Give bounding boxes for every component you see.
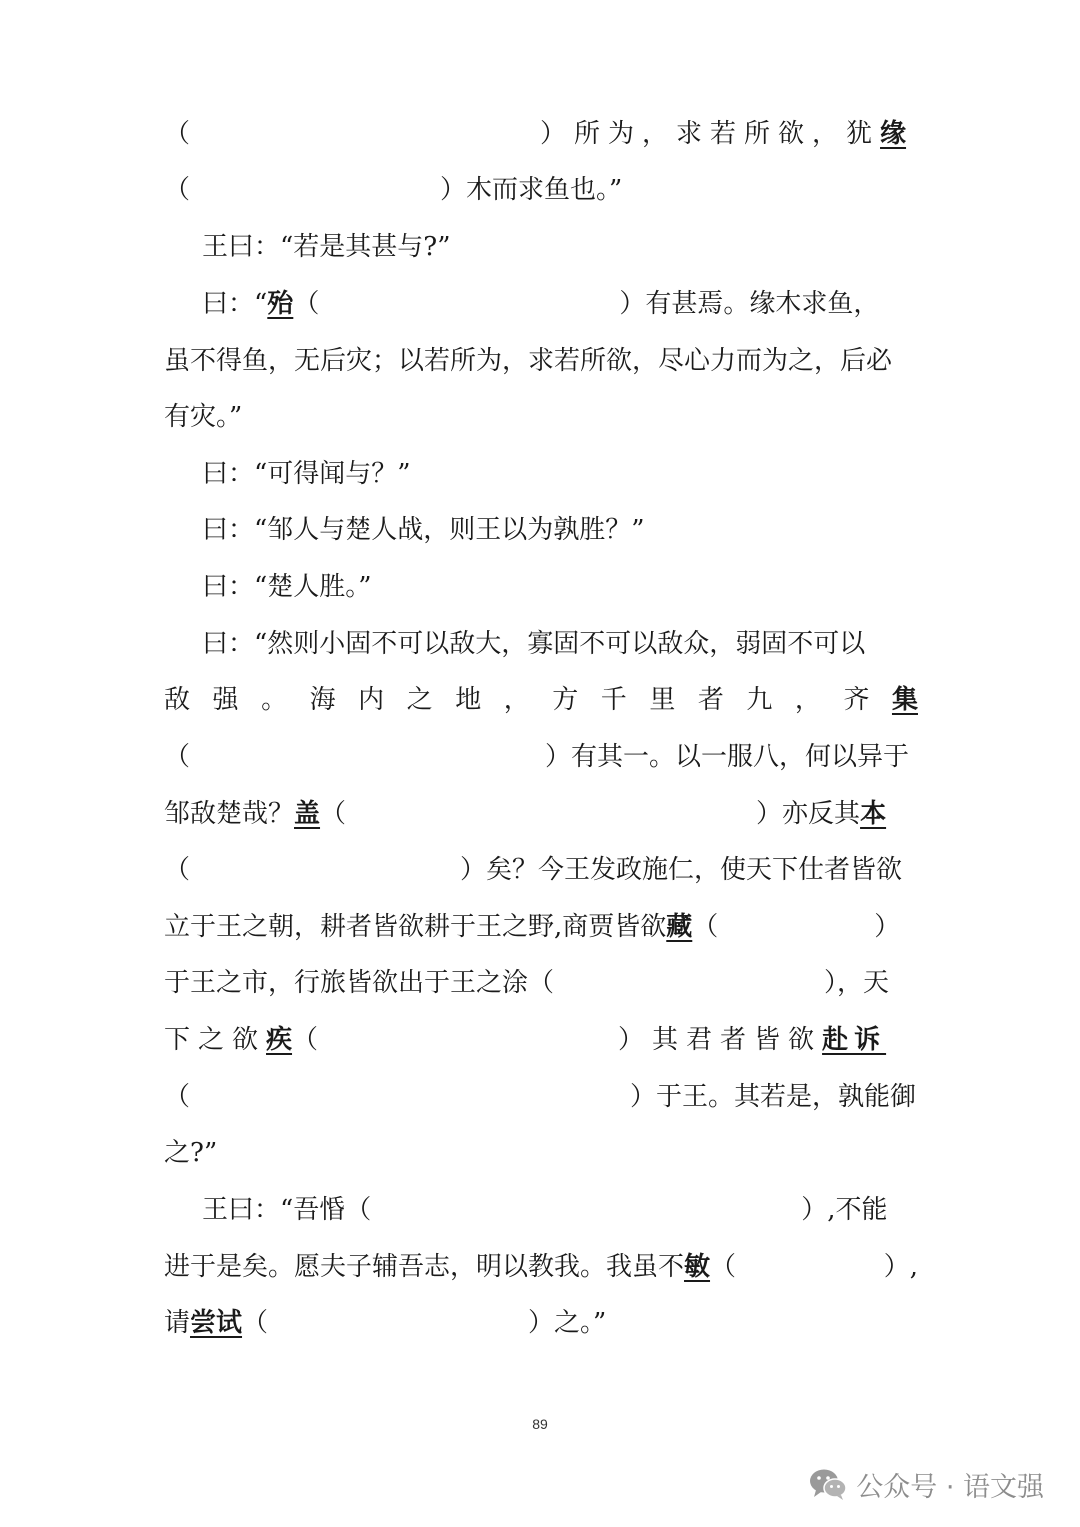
underlined-word: 敏 [684, 1252, 711, 1282]
text-line-14 [164, 850, 918, 890]
word: 齐 [843, 685, 870, 715]
word: 海 [309, 685, 336, 715]
text-run: ）有其一。以一服八，何以异于 [545, 742, 910, 772]
open-paren: （ [320, 799, 347, 829]
text-run: ），天 [824, 968, 890, 998]
text-line-4 [164, 284, 918, 324]
underlined-word: 集 [891, 685, 918, 715]
word: 内 [358, 685, 385, 715]
text-run: 曰：“ [202, 289, 268, 319]
text-run: 曰：“楚人胜。” [202, 572, 372, 602]
open-paren: （ [164, 742, 191, 772]
text-line-16 [164, 963, 918, 1003]
text-run: 立于王之朝，耕者皆欲耕于王之野,商贾皆欲 [164, 912, 667, 942]
text-line-7 [164, 454, 918, 494]
text-line-15 [164, 907, 918, 947]
text-line-10 [164, 624, 918, 664]
word: 方 [552, 685, 579, 715]
word: 千 [600, 685, 627, 715]
text-line-21 [164, 1247, 918, 1287]
open-paren: （ [164, 175, 191, 205]
underlined-word: 盖 [294, 799, 321, 829]
text-run: 王曰：“若是其甚与?” [202, 232, 451, 262]
text-run: ）,不能 [801, 1195, 888, 1225]
text-line-3 [164, 227, 918, 267]
text-line-6 [164, 397, 918, 437]
open-paren: （ [692, 912, 719, 942]
underlined-word: 藏 [666, 912, 693, 942]
text-run: 之?” [164, 1138, 218, 1168]
underlined-word: 赴诉 [822, 1025, 887, 1055]
wechat-icon [808, 1467, 848, 1501]
text-line-11 [164, 680, 918, 720]
word: 敌 [164, 685, 191, 715]
text-run: 有灾。” [164, 402, 243, 432]
text-run: 曰：“邹人与楚人战，则王以为孰胜？” [202, 515, 645, 545]
text-run: 曰：“可得闻与？” [202, 459, 411, 489]
close-paren: ） [874, 912, 901, 942]
open-paren: （ [164, 855, 191, 885]
underlined-word: 缘 [880, 119, 907, 149]
word: ， [794, 685, 821, 715]
word: 之 [406, 685, 433, 715]
open-paren: （ [164, 1082, 191, 1112]
text-line-20 [164, 1190, 918, 1230]
open-paren: （ [710, 1252, 737, 1282]
text-line-17 [164, 1020, 918, 1060]
word: 地 [455, 685, 482, 715]
text-line-8 [164, 510, 918, 550]
text-run: 邹敌楚哉？ [164, 799, 295, 829]
word: ， [503, 685, 530, 715]
word: 里 [649, 685, 676, 715]
text-line-1 [164, 114, 918, 154]
word: 者 [697, 685, 724, 715]
text-run: 下之欲 [164, 1025, 267, 1055]
text-line-18 [164, 1077, 918, 1117]
text-run: 进于是矣。愿夫子辅吾志，明以教我。我虽不 [164, 1252, 685, 1282]
text-run: ）所为，求若所欲，犹 [540, 119, 881, 149]
text-line-5 [164, 341, 918, 381]
text-line-19 [164, 1133, 918, 1173]
text-line-9 [164, 567, 918, 607]
underlined-word: 本 [860, 799, 887, 829]
text-run: ）之。” [528, 1308, 607, 1338]
watermark [808, 1464, 1044, 1504]
text-run: ）于王。其若是，孰能御 [630, 1082, 917, 1112]
open-paren: （ [293, 289, 320, 319]
text-run: 请 [164, 1308, 191, 1338]
text-line-13 [164, 794, 918, 834]
word: 。 [261, 685, 288, 715]
text-run: ）其君者皆欲 [618, 1025, 823, 1055]
word: 强 [212, 685, 239, 715]
underlined-word: 尝试 [190, 1308, 243, 1338]
word: 九 [746, 685, 773, 715]
close-paren: ）, [883, 1252, 918, 1282]
text-run: ）有甚焉。缘木求鱼， [619, 289, 880, 319]
watermark-text: 公众号 · 语文强 [856, 1471, 1044, 1503]
text-run: 曰：“然则小固不可以敌大，寡固不可以敌众，弱固不可以 [202, 629, 866, 659]
text-run: 于王之市，行旅皆欲出于王之涂（ [164, 968, 555, 998]
text-run: 虽不得鱼，无后灾；以若所为，求若所欲，尽心力而为之，后必 [164, 346, 893, 376]
underlined-word: 疾 [266, 1025, 293, 1055]
open-paren: （ [242, 1308, 269, 1338]
text-line-2 [164, 170, 918, 210]
text-run: ）亦反其 [756, 799, 861, 829]
text-line-22 [164, 1303, 918, 1343]
open-paren: （ [292, 1025, 319, 1055]
underlined-word: 殆 [267, 289, 294, 319]
text-run: ）木而求鱼也。” [440, 175, 623, 205]
text-run: ）矣？今王发政施仁，使天下仕者皆欲 [460, 855, 903, 885]
text-line-12 [164, 737, 918, 777]
page-number: 89 [532, 1416, 548, 1432]
text-run: 王曰：“吾惛（ [202, 1195, 372, 1225]
open-paren: （ [164, 119, 191, 149]
